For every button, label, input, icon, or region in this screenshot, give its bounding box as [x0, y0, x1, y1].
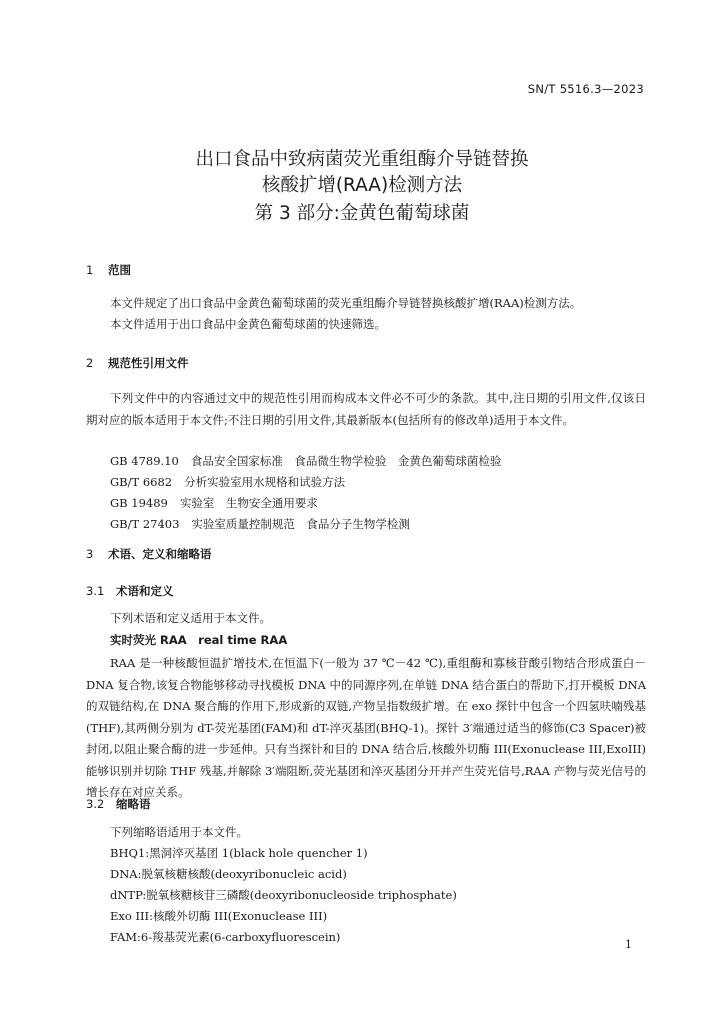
document-title-line-3: 第 3 部分:金黄色葡萄球菌: [254, 203, 470, 224]
reference-code: GB 19489: [110, 496, 168, 510]
document-title-line-2: 核酸扩增(RAA)检测方法: [261, 175, 463, 196]
scope-paragraph-1: 本文件规定了出口食品中金黄色葡萄球菌的荧光重组酶介导链替换核酸扩增(RAA)检测方法。: [110, 296, 582, 310]
reference-code: GB 4789.10: [110, 454, 179, 468]
scope-paragraph-2: 本文件适用于出口食品中金黄色葡萄球菌的快速筛选。: [110, 317, 386, 331]
section-number: 3: [86, 547, 94, 561]
reference-code: GB/T 6682: [110, 475, 173, 489]
section-title: 术语、定义和缩略语: [108, 547, 212, 561]
subsection-title: 缩略语: [116, 797, 151, 811]
section-1-heading: [86, 262, 131, 278]
reference-name: 实验室质量控制规范 食品分子生物学检测: [191, 517, 410, 531]
abbreviation-item: DNA:脱氧核糖核酸(deoxyribonucleic acid): [110, 867, 347, 881]
page-number: 1: [625, 938, 632, 951]
term-definition: RAA 是一种核酸恒温扩增技术,在恒温下(一般为 37 ℃－42 ℃),重组酶和寡核苷酸引物结合形成蛋白－DNA 复合物,该复合物能够移动寻找模板 DNA 中的同源序列,在单链 DNA 结合蛋白的帮助下,打开模板 DNA 的双链结构,在 DNA 聚合酶的作用下,形成新的双链,产物呈指数级扩增。在 exo 探针中包含一个四氢呋喃残基(THF),其两侧分别为 dT-荧光基团(FAM)和 dT-淬灭基团(BHQ-1)。探针 3′端通过适当的修饰(C3 Spacer)被封闭,以阻止聚合酶的进一步延伸。只有当探针和目的 DNA 结合后,核酸外切酶 III(Exonuclease III,ExoIII)能够识别并切除 THF 残基,并解除 3′端阻断,荧光基团和淬灭基团分开并产生荧光信号,RAA 产物与荧光信号的增长存在对应关系。: [86, 656, 646, 799]
abbreviation-item: FAM:6-羧基荧光素(6-carboxyfluorescein): [110, 930, 341, 944]
reference-name: 分析实验室用水规格和试验方法: [184, 475, 346, 489]
subsection-3-2-heading: [86, 796, 151, 812]
subsection-3-1-heading: [86, 583, 174, 599]
subsection-number: 3.2: [86, 797, 105, 811]
reference-name: 实验室 生物安全通用要求: [179, 496, 318, 510]
reference-name: 食品安全国家标准 食品微生物学检验 金黄色葡萄球菌检验: [190, 454, 502, 468]
terms-intro: 下列术语和定义适用于本文件。: [110, 611, 271, 625]
reference-item: [110, 472, 345, 494]
section-3-heading: [86, 546, 212, 562]
abbreviations-intro: 下列缩略语适用于本文件。: [110, 825, 248, 839]
reference-item: [110, 451, 501, 473]
section-number: 1: [86, 263, 94, 277]
abbreviation-item: BHQ1:黑洞淬灭基团 1(black hole quencher 1): [110, 846, 368, 860]
section-number: 2: [86, 356, 94, 370]
section-title: 范围: [108, 263, 131, 277]
abbreviation-item: Exo III:核酸外切酶 III(Exonuclease III): [110, 909, 328, 923]
abbreviation-item: dNTP:脱氧核糖核苷三磷酸(deoxyribonucleoside triphosphate): [110, 888, 457, 902]
standard-code: SN/T 5516.3—2023: [527, 82, 644, 96]
reference-item: [110, 493, 318, 515]
normative-paragraph: 下列文件中的内容通过文中的规范性引用而构成本文件必不可少的条款。其中,注日期的引用文件,仅该日期对应的版本适用于本文件;不注日期的引用文件,其最新版本(包括所有的修改单)适用于本文件。: [86, 391, 646, 427]
section-title: 规范性引用文件: [108, 356, 189, 370]
subsection-title: 术语和定义: [116, 584, 174, 598]
reference-item: [110, 514, 410, 536]
subsection-number: 3.1: [86, 584, 105, 598]
section-2-heading: [86, 355, 189, 371]
reference-code: GB/T 27403: [110, 517, 180, 531]
document-title-line-1: 出口食品中致病菌荧光重组酶介导链替换: [195, 149, 529, 170]
term-entry: 实时荧光 RAA real time RAA: [110, 633, 288, 647]
